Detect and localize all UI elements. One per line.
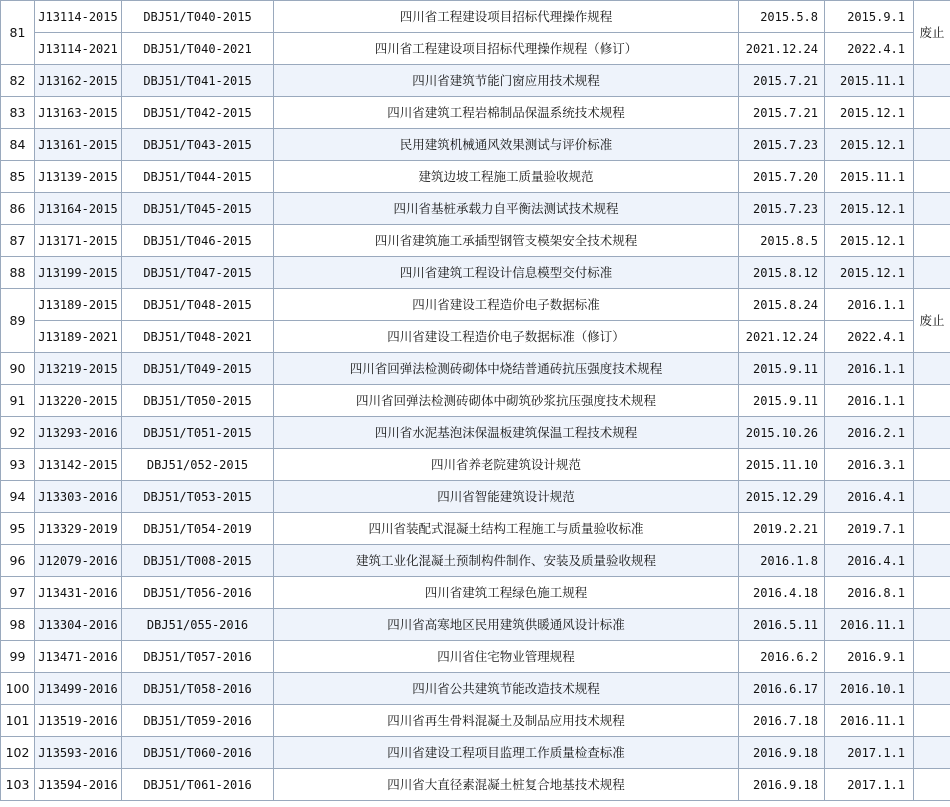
record-code-cell: J13304-2016: [35, 609, 122, 641]
record-code-cell: J13471-2016: [35, 641, 122, 673]
record-code-cell: J13161-2015: [35, 129, 122, 161]
table-row: [1, 289, 950, 321]
standard-name-cell: 四川省智能建筑设计规范: [274, 481, 739, 513]
implement-date-cell: 2016.10.1: [825, 673, 914, 705]
remark-cell: [914, 353, 950, 385]
row-number-cell: 98: [1, 609, 35, 641]
row-number-cell: 103: [1, 769, 35, 801]
remark-cell: [914, 481, 950, 513]
table-row: [1, 257, 950, 289]
standard-name-cell: 四川省回弹法检测砖砌体中砌筑砂浆抗压强度技术规程: [274, 385, 739, 417]
table-row: [1, 97, 950, 129]
publish-date-cell: 2015.9.11: [739, 353, 825, 385]
implement-date-cell: 2016.1.1: [825, 385, 914, 417]
implement-date-cell: 2016.1.1: [825, 289, 914, 321]
row-number-cell: 97: [1, 577, 35, 609]
table-row: [1, 641, 950, 673]
standard-number-cell: DBJ51/T042-2015: [122, 97, 274, 129]
standard-name-cell: 四川省建筑工程设计信息模型交付标准: [274, 257, 739, 289]
record-code-cell: J13293-2016: [35, 417, 122, 449]
table-row: [1, 769, 950, 801]
standard-number-cell: DBJ51/T048-2015: [122, 289, 274, 321]
record-code-cell: J13139-2015: [35, 161, 122, 193]
table-row: [1, 1, 950, 33]
publish-date-cell: 2021.12.24: [739, 33, 825, 65]
row-number-cell: 102: [1, 737, 35, 769]
record-code-cell: J13114-2021: [35, 33, 122, 65]
standard-name-cell: 四川省回弹法检测砖砌体中烧结普通砖抗压强度技术规程: [274, 353, 739, 385]
standard-name-cell: 四川省大直径素混凝土桩复合地基技术规程: [274, 769, 739, 801]
implement-date-cell: 2022.4.1: [825, 321, 914, 353]
standard-name-cell: 四川省装配式混凝土结构工程施工与质量验收标准: [274, 513, 739, 545]
row-number-cell: 83: [1, 97, 35, 129]
record-code-cell: J13219-2015: [35, 353, 122, 385]
remark-cell: 废止: [914, 289, 950, 353]
publish-date-cell: 2015.5.8: [739, 1, 825, 33]
table-row: [1, 33, 950, 65]
remark-cell: [914, 225, 950, 257]
standard-name-cell: 民用建筑机械通风效果测试与评价标准: [274, 129, 739, 161]
row-number-cell: 90: [1, 353, 35, 385]
publish-date-cell: 2016.9.18: [739, 737, 825, 769]
standard-number-cell: DBJ51/T054-2019: [122, 513, 274, 545]
implement-date-cell: 2016.11.1: [825, 609, 914, 641]
standard-name-cell: 建筑边坡工程施工质量验收规范: [274, 161, 739, 193]
row-number-cell: 99: [1, 641, 35, 673]
table-row: [1, 545, 950, 577]
row-number-cell: 82: [1, 65, 35, 97]
publish-date-cell: 2015.7.21: [739, 97, 825, 129]
row-number-cell: 91: [1, 385, 35, 417]
record-code-cell: J13189-2015: [35, 289, 122, 321]
standard-number-cell: DBJ51/T040-2015: [122, 1, 274, 33]
remark-cell: [914, 673, 950, 705]
implement-date-cell: 2015.12.1: [825, 193, 914, 225]
implement-date-cell: 2016.2.1: [825, 417, 914, 449]
publish-date-cell: 2016.9.18: [739, 769, 825, 801]
standard-name-cell: 四川省建筑施工承插型钢管支模架安全技术规程: [274, 225, 739, 257]
row-number-cell: 95: [1, 513, 35, 545]
implement-date-cell: 2017.1.1: [825, 769, 914, 801]
record-code-cell: J13164-2015: [35, 193, 122, 225]
implement-date-cell: 2016.8.1: [825, 577, 914, 609]
table-row: [1, 417, 950, 449]
row-number-cell: 100: [1, 673, 35, 705]
table-row: [1, 673, 950, 705]
remark-cell: [914, 193, 950, 225]
implement-date-cell: 2017.1.1: [825, 737, 914, 769]
implement-date-cell: 2015.11.1: [825, 161, 914, 193]
remark-cell: [914, 577, 950, 609]
record-code-cell: J13593-2016: [35, 737, 122, 769]
standard-number-cell: DBJ51/T051-2015: [122, 417, 274, 449]
implement-date-cell: 2016.9.1: [825, 641, 914, 673]
row-number-cell: 86: [1, 193, 35, 225]
table-row: [1, 65, 950, 97]
standard-number-cell: DBJ51/T048-2021: [122, 321, 274, 353]
implement-date-cell: 2015.12.1: [825, 97, 914, 129]
table-row: [1, 737, 950, 769]
implement-date-cell: 2016.4.1: [825, 545, 914, 577]
row-number-cell: 88: [1, 257, 35, 289]
row-number-cell: 89: [1, 289, 35, 353]
implement-date-cell: 2015.9.1: [825, 1, 914, 33]
implement-date-cell: 2016.11.1: [825, 705, 914, 737]
remark-cell: [914, 449, 950, 481]
publish-date-cell: 2016.4.18: [739, 577, 825, 609]
record-code-cell: J12079-2016: [35, 545, 122, 577]
record-code-cell: J13142-2015: [35, 449, 122, 481]
standard-name-cell: 四川省建设工程项目监理工作质量检查标准: [274, 737, 739, 769]
implement-date-cell: 2022.4.1: [825, 33, 914, 65]
standard-name-cell: 四川省建筑工程岩棉制品保温系统技术规程: [274, 97, 739, 129]
remark-cell: [914, 641, 950, 673]
standard-number-cell: DBJ51/T059-2016: [122, 705, 274, 737]
record-code-cell: J13303-2016: [35, 481, 122, 513]
publish-date-cell: 2015.8.5: [739, 225, 825, 257]
standard-number-cell: DBJ51/T046-2015: [122, 225, 274, 257]
record-code-cell: J13220-2015: [35, 385, 122, 417]
table-row: [1, 577, 950, 609]
record-code-cell: J13162-2015: [35, 65, 122, 97]
table-row: [1, 161, 950, 193]
standard-name-cell: 四川省公共建筑节能改造技术规程: [274, 673, 739, 705]
row-number-cell: 85: [1, 161, 35, 193]
remark-cell: [914, 513, 950, 545]
standard-number-cell: DBJ51/T058-2016: [122, 673, 274, 705]
remark-cell: [914, 705, 950, 737]
table-row: [1, 129, 950, 161]
standard-number-cell: DBJ51/T057-2016: [122, 641, 274, 673]
remark-cell: [914, 129, 950, 161]
remark-cell: [914, 737, 950, 769]
table-row: [1, 321, 950, 353]
standard-number-cell: DBJ51/T049-2015: [122, 353, 274, 385]
publish-date-cell: 2016.5.11: [739, 609, 825, 641]
standard-number-cell: DBJ51/T047-2015: [122, 257, 274, 289]
standard-name-cell: 四川省住宅物业管理规程: [274, 641, 739, 673]
remark-cell: [914, 65, 950, 97]
standard-number-cell: DBJ51/055-2016: [122, 609, 274, 641]
implement-date-cell: 2015.12.1: [825, 225, 914, 257]
table-row: [1, 705, 950, 737]
standard-number-cell: DBJ51/T061-2016: [122, 769, 274, 801]
standard-number-cell: DBJ51/T060-2016: [122, 737, 274, 769]
publish-date-cell: 2015.9.11: [739, 385, 825, 417]
implement-date-cell: 2016.4.1: [825, 481, 914, 513]
publish-date-cell: 2015.12.29: [739, 481, 825, 513]
publish-date-cell: 2015.7.21: [739, 65, 825, 97]
table-row: [1, 513, 950, 545]
remark-cell: [914, 97, 950, 129]
table-row: [1, 449, 950, 481]
standard-number-cell: DBJ51/T053-2015: [122, 481, 274, 513]
table-row: [1, 609, 950, 641]
implement-date-cell: 2016.1.1: [825, 353, 914, 385]
row-number-cell: 96: [1, 545, 35, 577]
implement-date-cell: 2015.12.1: [825, 257, 914, 289]
standard-name-cell: 四川省建设工程造价电子数据标准: [274, 289, 739, 321]
record-code-cell: J13329-2019: [35, 513, 122, 545]
table-row: [1, 193, 950, 225]
standard-name-cell: 四川省建设工程造价电子数据标准（修订）: [274, 321, 739, 353]
standard-name-cell: 四川省基桩承载力自平衡法测试技术规程: [274, 193, 739, 225]
record-code-cell: J13189-2021: [35, 321, 122, 353]
record-code-cell: J13519-2016: [35, 705, 122, 737]
publish-date-cell: 2015.8.12: [739, 257, 825, 289]
implement-date-cell: 2015.11.1: [825, 65, 914, 97]
table-row: [1, 225, 950, 257]
implement-date-cell: 2019.7.1: [825, 513, 914, 545]
row-number-cell: 93: [1, 449, 35, 481]
standard-name-cell: 建筑工业化混凝土预制构件制作、安装及质量验收规程: [274, 545, 739, 577]
remark-cell: [914, 545, 950, 577]
row-number-cell: 81: [1, 1, 35, 65]
remark-cell: [914, 609, 950, 641]
publish-date-cell: 2015.7.23: [739, 129, 825, 161]
publish-date-cell: 2015.8.24: [739, 289, 825, 321]
publish-date-cell: 2016.7.18: [739, 705, 825, 737]
publish-date-cell: 2019.2.21: [739, 513, 825, 545]
standard-name-cell: 四川省建筑工程绿色施工规程: [274, 577, 739, 609]
implement-date-cell: 2015.12.1: [825, 129, 914, 161]
row-number-cell: 92: [1, 417, 35, 449]
table-row: [1, 385, 950, 417]
standard-name-cell: 四川省工程建设项目招标代理操作规程（修订）: [274, 33, 739, 65]
row-number-cell: 84: [1, 129, 35, 161]
record-code-cell: J13163-2015: [35, 97, 122, 129]
standard-number-cell: DBJ51/052-2015: [122, 449, 274, 481]
implement-date-cell: 2016.3.1: [825, 449, 914, 481]
record-code-cell: J13114-2015: [35, 1, 122, 33]
row-number-cell: 94: [1, 481, 35, 513]
publish-date-cell: 2016.1.8: [739, 545, 825, 577]
record-code-cell: J13594-2016: [35, 769, 122, 801]
record-code-cell: J13199-2015: [35, 257, 122, 289]
standard-name-cell: 四川省水泥基泡沫保温板建筑保温工程技术规程: [274, 417, 739, 449]
publish-date-cell: 2016.6.2: [739, 641, 825, 673]
standard-number-cell: DBJ51/T050-2015: [122, 385, 274, 417]
remark-cell: [914, 257, 950, 289]
publish-date-cell: 2015.10.26: [739, 417, 825, 449]
standard-number-cell: DBJ51/T056-2016: [122, 577, 274, 609]
standard-number-cell: DBJ51/T043-2015: [122, 129, 274, 161]
publish-date-cell: 2015.7.23: [739, 193, 825, 225]
remark-cell: [914, 769, 950, 801]
table-row: [1, 353, 950, 385]
remark-cell: [914, 161, 950, 193]
publish-date-cell: 2015.11.10: [739, 449, 825, 481]
standard-number-cell: DBJ51/T008-2015: [122, 545, 274, 577]
standard-number-cell: DBJ51/T041-2015: [122, 65, 274, 97]
remark-cell: [914, 385, 950, 417]
standards-table-body: [1, 1, 950, 801]
record-code-cell: J13499-2016: [35, 673, 122, 705]
standard-name-cell: 四川省养老院建筑设计规范: [274, 449, 739, 481]
publish-date-cell: 2016.6.17: [739, 673, 825, 705]
standard-number-cell: DBJ51/T040-2021: [122, 33, 274, 65]
publish-date-cell: 2021.12.24: [739, 321, 825, 353]
row-number-cell: 101: [1, 705, 35, 737]
standard-name-cell: 四川省高寒地区民用建筑供暖通风设计标准: [274, 609, 739, 641]
table-row: [1, 481, 950, 513]
record-code-cell: J13171-2015: [35, 225, 122, 257]
row-number-cell: 87: [1, 225, 35, 257]
standard-name-cell: 四川省建筑节能门窗应用技术规程: [274, 65, 739, 97]
standard-name-cell: 四川省工程建设项目招标代理操作规程: [274, 1, 739, 33]
publish-date-cell: 2015.7.20: [739, 161, 825, 193]
record-code-cell: J13431-2016: [35, 577, 122, 609]
standard-number-cell: DBJ51/T045-2015: [122, 193, 274, 225]
remark-cell: 废止: [914, 1, 950, 65]
remark-cell: [914, 417, 950, 449]
standard-number-cell: DBJ51/T044-2015: [122, 161, 274, 193]
standard-name-cell: 四川省再生骨料混凝土及制品应用技术规程: [274, 705, 739, 737]
